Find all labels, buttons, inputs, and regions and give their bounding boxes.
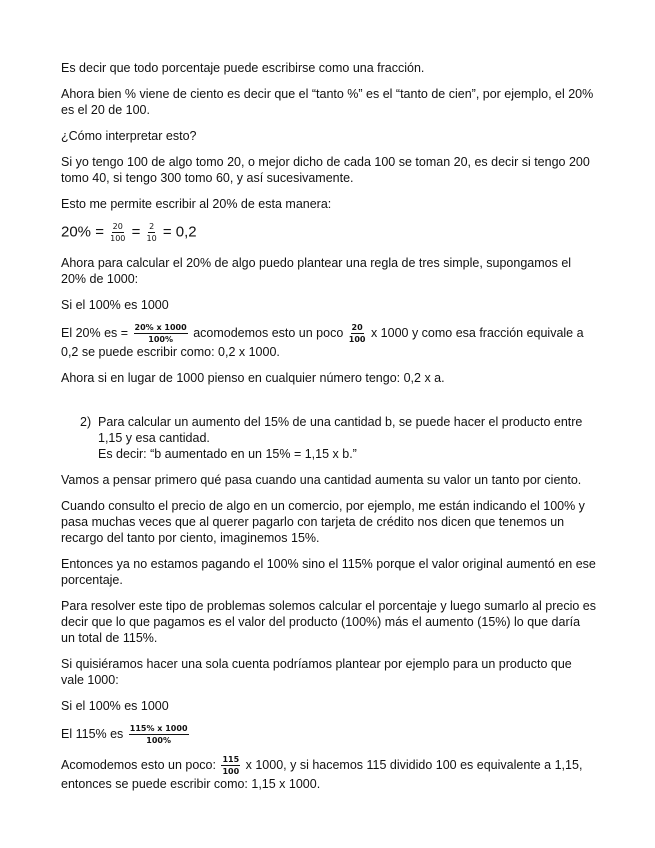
fraction-20-over-100 <box>110 222 125 243</box>
fraction-2-over-10 <box>147 222 157 243</box>
fraction-denominator: 100 <box>222 767 240 776</box>
text-run: El 20% es = <box>61 325 129 340</box>
fraction-115-over-100 <box>221 755 240 776</box>
paragraph: Para resolver este tipo de problemas solemos calcular el porcentaje y luego sumarlo al precio es decir que lo que pagamos es el valor del producto (100%) más el aumento (15%) lo que daría un total de 115%. <box>61 599 596 645</box>
paragraph: Ahora si en lugar de 1000 pienso en cualquier número tengo: 0,2 x a. <box>61 371 445 385</box>
text-run: acomodemos esto un poco <box>193 325 344 340</box>
fraction-20pct-x-1000-over-100pct <box>134 323 188 344</box>
paragraph-115-percent <box>61 724 597 745</box>
equation-rhs: = 0,2 <box>162 223 197 241</box>
fraction-denominator: 100% <box>146 736 172 745</box>
fraction-denominator: 100 <box>110 234 126 243</box>
fraction-denominator: 100% <box>148 335 173 344</box>
list-item-line: Para calcular un aumento del 15% de una cantidad b, se puede hacer el producto entre 1,15 y esa cantidad. <box>98 415 583 445</box>
fraction-numerator: 115 <box>222 755 240 764</box>
fraction-numerator: 20 <box>351 323 363 332</box>
document-body <box>61 60 597 802</box>
paragraph: Es decir que todo porcentaje puede escribirse como una fracción. <box>61 61 425 75</box>
list-marker: 2) <box>80 415 92 429</box>
paragraph: Vamos a pensar primero qué pasa cuando una cantidad aumenta su valor un tanto por ciento. <box>61 473 582 487</box>
fraction-numerator: 20% x 1000 <box>134 323 187 332</box>
paragraph: Si yo tengo 100 de algo tomo 20, o mejor dicho de cada 100 se toman 20, es decir si tengo 200 tomo 40, si tengo 300 tomo 60, y así sucesivamente. <box>61 155 590 185</box>
list-item-line: Es decir: “b aumentado en un 15% = 1,15 x b.” <box>98 447 357 461</box>
paragraph: Si el 100% es 1000 <box>61 298 169 312</box>
fraction-numerator: 20 <box>112 222 123 231</box>
spacer <box>61 396 597 414</box>
paragraph: Entonces ya no estamos pagando el 100% sino el 115% porque el valor original aumentó en ese porcentaje. <box>61 557 596 587</box>
paragraph: Ahora bien % viene de ciento es decir que el “tanto %” es el “tanto de cien”, por ejemplo, el 20% es el 20 de 100. <box>61 87 594 117</box>
fraction-20-over-100-inline <box>349 323 366 344</box>
paragraph: Si quisiéramos hacer una sola cuenta podríamos plantear por ejemplo para un producto que vale 1000: <box>61 657 572 687</box>
equals-sign: = <box>131 223 141 241</box>
fraction-numerator: 2 <box>149 222 155 231</box>
fraction-denominator: 100 <box>348 335 366 344</box>
text-run: Acomodemos esto un poco: <box>61 757 216 772</box>
text-run: x 1000, y si hacemos 115 dividido 100 es equivalente a 1,15, entonces se puede escribir como: 1,15 x 1000. <box>61 757 583 791</box>
numbered-list-item <box>61 414 597 462</box>
paragraph: Ahora para calcular el 20% de algo puedo plantear una regla de tres simple, supongamos el 20% de 1000: <box>61 256 572 286</box>
fraction-numerator: 115% x 1000 <box>129 724 188 733</box>
paragraph: Si el 100% es 1000 <box>61 699 169 713</box>
paragraph-rearrange <box>61 755 597 792</box>
paragraph-rule-of-three <box>61 323 597 360</box>
equation-20-percent <box>61 222 597 243</box>
fraction-denominator: 10 <box>146 234 157 243</box>
paragraph: Esto me permite escribir al 20% de esta manera: <box>61 197 332 211</box>
fraction-115pct-x-1000-over-100pct <box>129 724 189 745</box>
equation-lhs: 20% = <box>61 223 104 241</box>
text-run: El 115% es <box>61 726 124 741</box>
paragraph: ¿Cómo interpretar esto? <box>61 129 197 143</box>
paragraph: Cuando consulto el precio de algo en un comercio, por ejemplo, me están indicando el 100% y pasa muchas veces que al querer pagarlo con tarjeta de crédito nos dicen que tenemos un recargo del tanto por ciento, imaginemos 15%. <box>61 499 585 545</box>
text-run: x 1000 y como esa fracción equivale a 0,2 se puede escribir como: 0,2 x 1000. <box>61 325 584 359</box>
